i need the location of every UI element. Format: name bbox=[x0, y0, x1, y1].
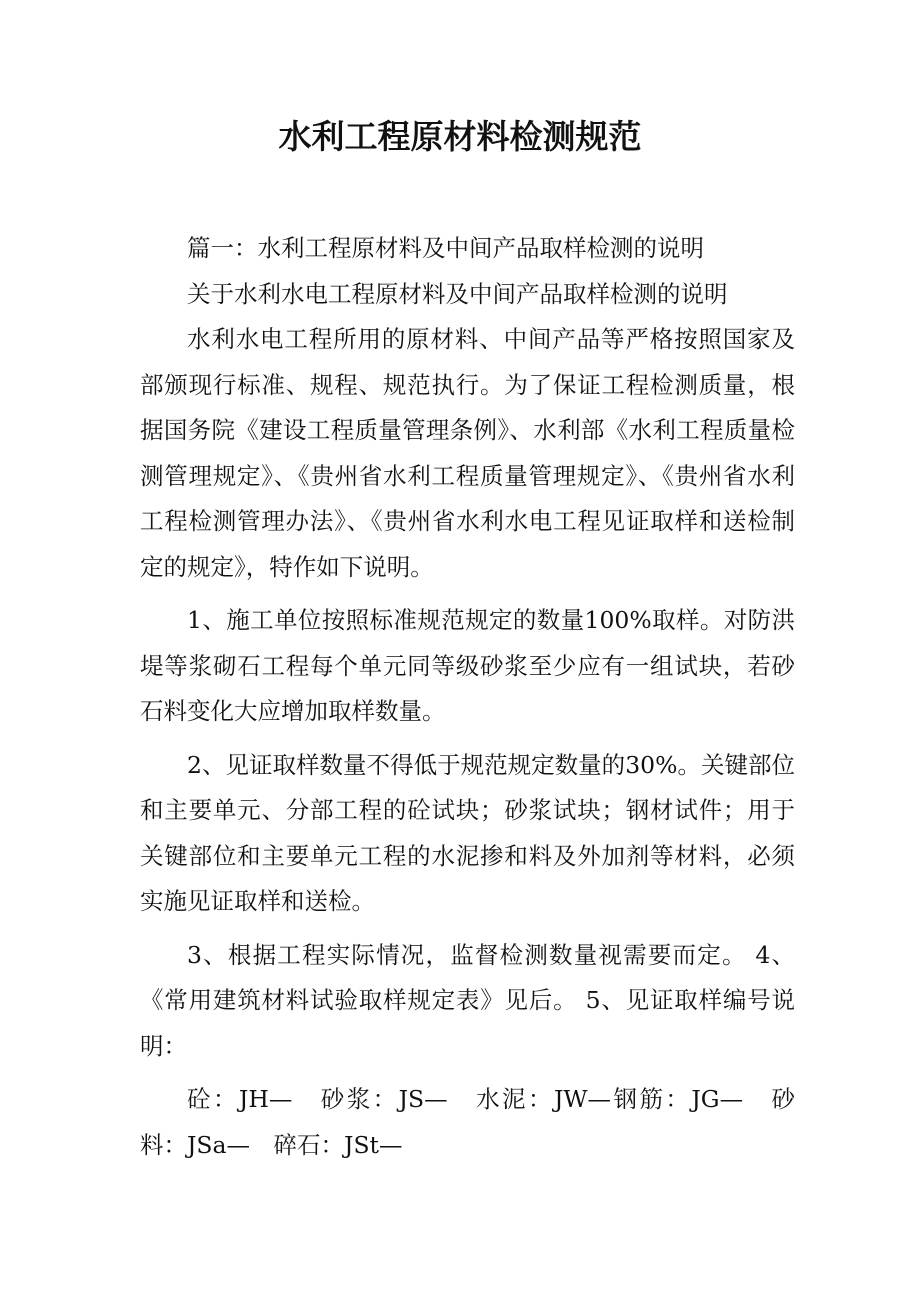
paragraph-subtitle: 关于水利水电工程原材料及中间产品取样检测的说明 bbox=[187, 279, 728, 308]
paragraph-items-3-5: 3、根据工程实际情况，监督检测数量视需要而定。 4、《常用建筑材料试验取样规定表》见后。 5、见证取样编号说明： bbox=[140, 940, 795, 1060]
paragraph-sample-codes: 砼：JH— 砂浆：JS— 水泥：JW—钢筋：JG— 砂料：JSa— 碎石：JSt— bbox=[140, 1085, 795, 1159]
document-title: 水利工程原材料检测规范 bbox=[278, 117, 642, 156]
paragraph-item-2: 2、见证取样数量不得低于规范规定数量的30%。关键部位和主要单元、分部工程的砼试块；砂浆试块；钢材试件；用于关键部位和主要单元工程的水泥掺和料及外加剂等材料，必须实施见证取样和送检。 bbox=[140, 750, 795, 915]
paragraph-intro: 水利水电工程所用的原材料、中间产品等严格按照国家及部颁现行标准、规程、规范执行。为了保证工程检测质量，根据国务院《建设工程质量管理条例》、水利部《水利工程质量检测管理规定》、《贵州省水利工程质量管理规定》、《贵州省水利工程检测管理办法》、《贵州省水利水电工程见证取样和送检制定的规定》，特作如下说明。 bbox=[140, 325, 795, 581]
document-body bbox=[140, 226, 795, 1168]
paragraph-section-heading: 篇一：水利工程原材料及中间产品取样检测的说明 bbox=[187, 234, 704, 262]
paragraph-item-1: 1、施工单位按照标准规范规定的数量100%取样。对防洪堤等浆砌石工程每个单元同等级砂浆至少应有一组试块，若砂石料变化大应增加取样数量。 bbox=[140, 606, 795, 725]
